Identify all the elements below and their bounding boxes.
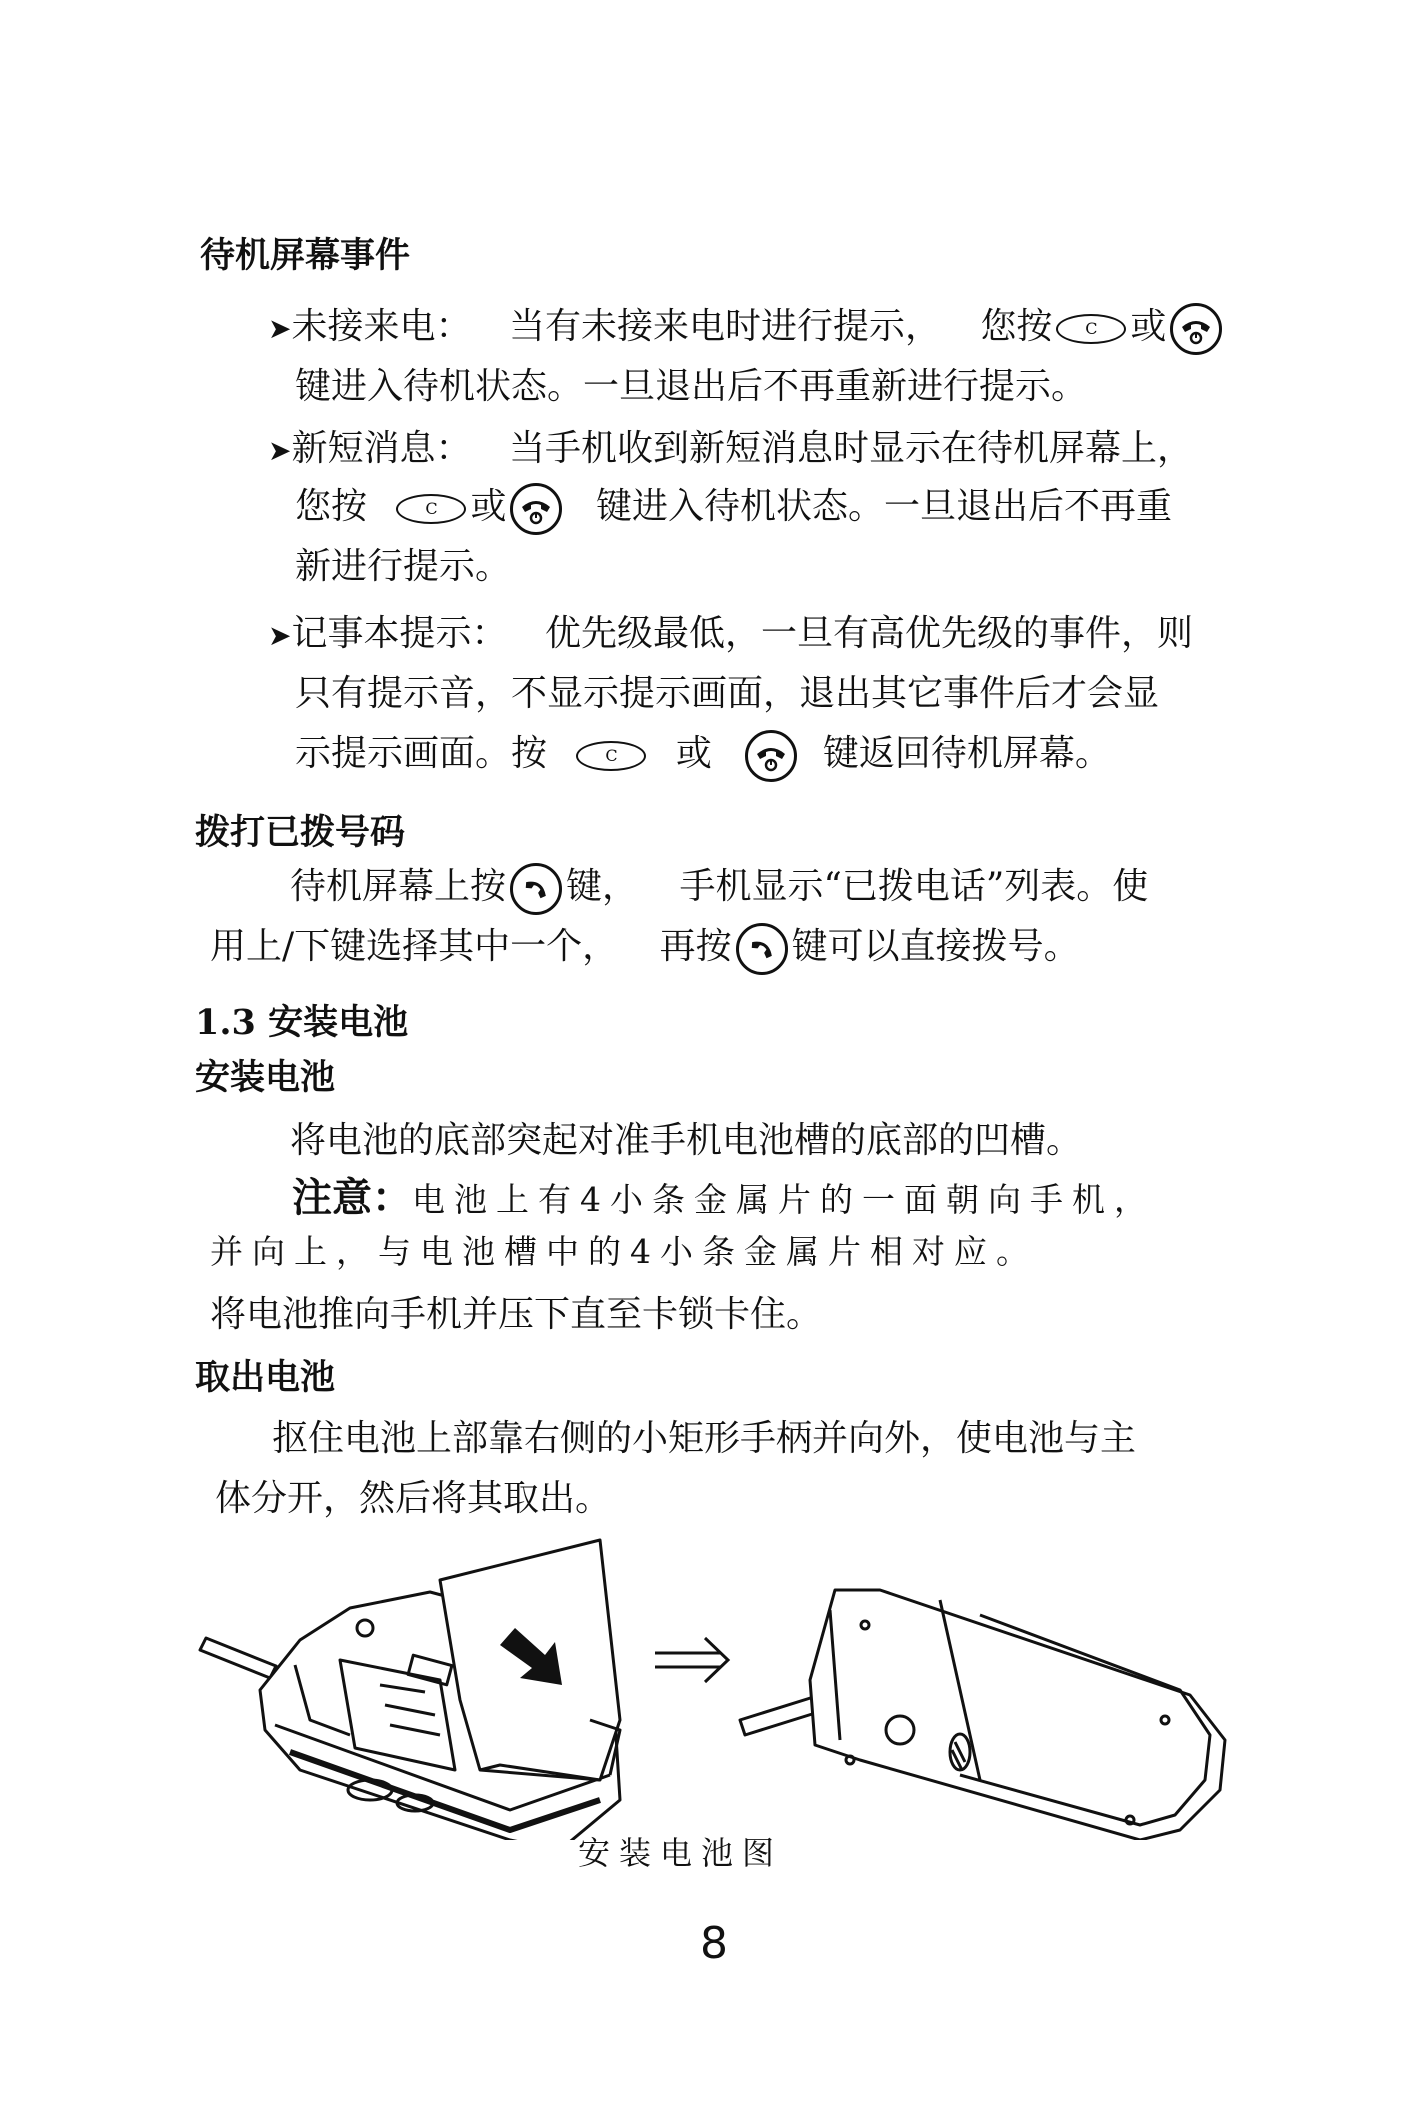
install-line2: 将电池推向手机并压下直至卡锁卡住。 — [210, 1294, 823, 1335]
memo-line2: 只有提示音，不显示提示画面，退出其它事件后才会显 — [295, 673, 1160, 714]
new-sms-item — [268, 420, 1193, 471]
new-sms-line2 — [295, 478, 1172, 535]
redial-line1-pre: 待机屏幕上按 — [290, 866, 507, 907]
new-sms-line3: 新进行提示。 — [295, 546, 512, 587]
or-text: 或 — [1130, 306, 1167, 347]
heading-install-battery: 安装电池 — [195, 1057, 336, 1098]
note-line1 — [292, 1166, 1156, 1223]
redial-line1-end: 手机显示“已拨电话”列表。使 — [679, 866, 1149, 907]
missed-call-label: 未接来电： — [291, 306, 472, 347]
c-key-icon: C — [576, 741, 646, 771]
missed-call-text: 当有未接来电时进行提示， — [508, 306, 941, 347]
heading-redial: 拨打已拨号码 — [195, 812, 406, 853]
redial-line2-post: 键可以直接拨号。 — [791, 926, 1080, 967]
or-text: 或 — [470, 486, 507, 527]
note-label: 注意： — [292, 1175, 412, 1221]
redial-line2 — [210, 918, 1080, 975]
note-text1: 电池上有4小条金属片的一面朝向手机， — [412, 1180, 1156, 1219]
arrow-right-icon — [655, 1638, 728, 1682]
bullet-arrow-icon: ➤ — [268, 434, 292, 467]
send-call-key-icon — [736, 923, 788, 975]
remove-line1: 抠住电池上部靠右侧的小矩形手柄并向外，使电池与主 — [272, 1418, 1137, 1459]
redial-line1-post: 键， — [566, 866, 639, 907]
memo-line3 — [295, 725, 1111, 782]
end-call-key-icon — [510, 483, 562, 535]
install-line1: 将电池的底部突起对准手机电池槽的底部的凹槽。 — [290, 1120, 1083, 1161]
missed-call-press: 您按 — [980, 306, 1053, 347]
section-title-battery: 1.3 安装电池 — [195, 1002, 409, 1043]
missed-call-item — [268, 298, 1226, 355]
c-key-icon: C — [396, 494, 466, 524]
figure-caption: 安装电池图 — [578, 1834, 784, 1872]
memo-line3-pre: 示提示画面。按 — [295, 733, 548, 774]
memo-line3-post: 键返回待机屏幕。 — [822, 733, 1111, 774]
send-call-key-icon — [510, 863, 562, 915]
end-call-key-icon — [745, 730, 797, 782]
page-number: 8 — [700, 1918, 728, 1969]
bullet-arrow-icon: ➤ — [268, 312, 292, 345]
missed-call-line2: 键进入待机状态。一旦退出后不再重新进行提示。 — [295, 366, 1088, 407]
heading-idle-events: 待机屏幕事件 — [200, 235, 411, 276]
remove-line2: 体分开，然后将其取出。 — [215, 1478, 612, 1519]
memo-text: 优先级最低，一旦有高优先级的事件，则 — [544, 613, 1193, 654]
memo-item — [268, 605, 1193, 656]
redial-line1 — [290, 858, 1148, 915]
redial-line2-mid: 再按 — [659, 926, 732, 967]
battery-install-figure — [180, 1520, 1240, 1840]
new-sms-label: 新短消息： — [291, 428, 472, 469]
note-line2: 并向上，与电池槽中的4小条金属片相对应。 — [210, 1232, 1038, 1271]
end-call-key-icon — [1170, 303, 1222, 355]
c-key-icon: C — [1056, 314, 1126, 344]
heading-remove-battery: 取出电池 — [195, 1357, 336, 1398]
memo-label: 记事本提示： — [291, 613, 508, 654]
new-sms-text: 当手机收到新短消息时显示在待机屏幕上， — [508, 428, 1193, 469]
bullet-arrow-icon: ➤ — [268, 619, 292, 652]
new-sms-press: 您按 — [295, 486, 368, 527]
new-sms-line2-post: 键进入待机状态。一旦退出后不再重 — [595, 486, 1172, 527]
or-text: 或 — [675, 733, 712, 774]
redial-line2-pre: 用上/下键选择其中一个， — [210, 926, 619, 967]
